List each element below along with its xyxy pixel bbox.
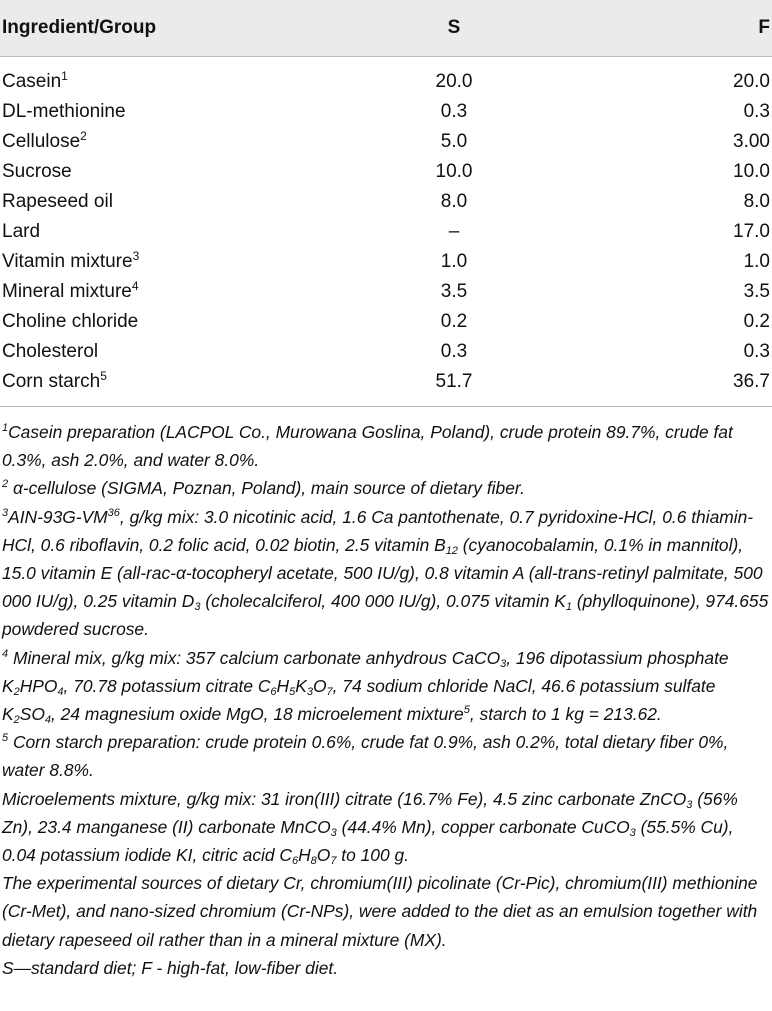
table-row [0, 247, 772, 277]
value-f: 8.0 [743, 191, 770, 212]
value-s: 10.0 [435, 161, 473, 182]
ingredient-name: Cholesterol [2, 341, 99, 362]
table-row [0, 97, 772, 127]
ingredient-name: Sucrose [2, 161, 72, 182]
ingredient-name: Lard [2, 221, 41, 242]
value-s: 0.3 [440, 341, 468, 362]
table-header [0, 0, 772, 56]
ingredient-name: Casein$^1$ [2, 69, 68, 92]
ingredient-name: Choline chloride [2, 311, 139, 332]
value-s: 8.0 [440, 191, 468, 212]
value-s: 1.0 [440, 251, 468, 272]
value-s: 3.5 [440, 281, 468, 302]
footnote-legend: S—standard diet; F - high-fat, low-fiber diet. [2, 957, 339, 978]
value-s: – [448, 221, 460, 242]
value-f: 1.0 [743, 251, 770, 272]
ingredient-name: Corn starch$^5$ [2, 369, 107, 392]
header-f: F [758, 17, 770, 38]
value-f: 0.3 [743, 101, 770, 122]
value-f: 3.5 [743, 281, 770, 302]
ingredient-name: DL-methionine [2, 101, 126, 122]
footnote-1: $^1$Casein preparation (LACPOL Co., Murowana Goslina, Poland), crude protein 89.7%, crude fat 0.3%, ash 2.0%, and water 8.0%. [2, 422, 733, 471]
table-row [0, 277, 772, 307]
footer-rule [0, 406, 772, 407]
value-f: 20.0 [733, 71, 770, 92]
footnote-4: $^4$ Mineral mix, g/kg mix: 357 calcium carbonate anhydrous CaCO$_3$, 196 dipotassium phosphate $K_2HPO_4$, 70.78 potassium citrate $C_6H_5K_3O_7$, 74 sodium chloride NaCl, 46.6 potassium sulfate $K_2SO_4$, 24 magnesium oxide MgO, 18 microelement mixture$^5$, starch to 1 kg = 213.62. [2, 647, 729, 727]
ingredient-name: Mineral mixture$^4$ [2, 279, 139, 302]
value-s: 0.2 [440, 311, 468, 332]
ingredient-name: Vitamin mixture$^3$ [2, 249, 140, 272]
header-ingredient: Ingredient/Group [2, 17, 157, 38]
table-row [0, 187, 772, 217]
value-s: 20.0 [435, 71, 473, 92]
header-rule [0, 56, 772, 57]
value-s: 5.0 [440, 131, 468, 152]
table-row [0, 337, 772, 367]
value-s: 51.7 [435, 371, 473, 392]
value-f: 0.2 [743, 311, 770, 332]
value-f: 10.0 [733, 161, 770, 182]
footnote-microelements: Microelements mixture, g/kg mix: 31 iron(III) citrate (16.7% Fe), 4.5 zinc carbonate ZnCO$_3$ (56% Zn), 23.4 manganese (II) carbonate MnCO$_3$ (44.4% Mn), copper carbonate CuCO$_3$ (55.5% Cu), 0.04 potassium iodide KI, citric acid $C_6H_8O_7$ to 100 g. [2, 788, 738, 868]
table-row [0, 307, 772, 337]
footnote-2: $^2$ α-cellulose (SIGMA, Poznan, Poland), main source of dietary fiber. [2, 478, 525, 499]
value-f: 17.0 [733, 221, 770, 242]
table-row [0, 127, 772, 157]
footnote-3: $^3$AIN-93G-VM$^{36}$, g/kg mix: 3.0 nicotinic acid, 1.6 Ca pantothenate, 0.7 pyridoxine-HCl, 0.6 thiamin-HCl, 0.6 riboflavin, 0.2 folic acid, 0.02 biotin, 2.5 vitamin $B_{12}$ (cyanocobalamin, 0.1% in mannitol), 15.0 vitamin E (all-rac-α-tocopheryl acetate, 500 IU/g), 0.8 vitamin A (all-trans-retinyl palmitate, 500 000 IU/g), 0.25 vitamin $D_3$ (cholecalciferol, 400 000 IU/g), 0.075 vitamin $K_1$ (phylloquinone), 974.655 powdered sucrose. [2, 506, 769, 640]
footnote-5: $^5$ Corn starch preparation: crude protein 0.6%, crude fat 0.9%, ash 0.2%, total dietary fiber 0%, water 8.8%. [2, 732, 729, 781]
table-row [0, 67, 772, 97]
header-s: S [447, 17, 461, 38]
value-f: 3.00 [733, 131, 770, 152]
table-row [0, 367, 772, 397]
table-footnotes [2, 418, 770, 982]
value-s: 0.3 [440, 101, 468, 122]
table-row [0, 217, 772, 247]
value-f: 0.3 [743, 341, 770, 362]
ingredient-name: Rapeseed oil [2, 191, 113, 212]
ingredient-name: Cellulose$^2$ [2, 129, 87, 152]
footnote-experimental: The experimental sources of dietary Cr, chromium(III) picolinate (Cr-Pic), chromium(III) methionine (Cr-Met), and nano-sized chromium (Cr-NPs), were added to the diet as an emulsion together with dietary rapeseed oil rather than in a mineral mixture (MX). [2, 873, 758, 950]
table-row [0, 157, 772, 187]
value-f: 36.7 [733, 371, 770, 392]
